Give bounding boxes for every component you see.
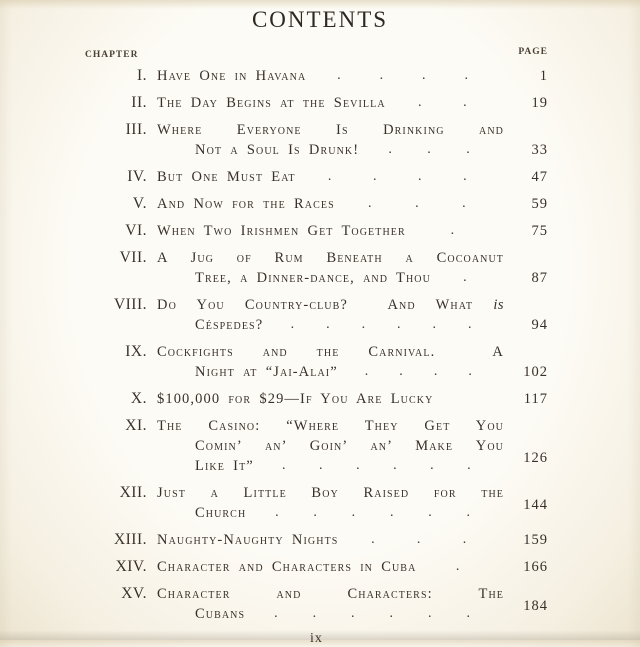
entry-title-text: Naughty-Naughty Nights — [157, 532, 339, 548]
entry-lines — [157, 248, 504, 288]
entry-title-text: But One Must Eat — [157, 169, 296, 185]
leader-dot: . — [463, 95, 468, 110]
entry-line — [157, 416, 504, 436]
entry-title-text: A Jug of Rum Beneath a Cocoanut — [157, 250, 504, 266]
entry-title-text: Cubans — [195, 606, 246, 622]
entry-line — [157, 93, 504, 113]
entry-line — [157, 530, 504, 550]
dot-leader — [335, 194, 504, 214]
entry-title-text: Where Everyone Is Drinking and — [157, 122, 504, 138]
toc-entry — [85, 295, 548, 335]
leader-dot: . — [468, 364, 473, 379]
dot-leader — [338, 530, 504, 550]
leader-dot: . — [427, 606, 433, 621]
dot-leader — [306, 66, 504, 86]
page-number: 1 — [539, 68, 548, 84]
page-number: 159 — [523, 532, 548, 548]
entry-line — [157, 167, 504, 187]
leader-dot: . — [326, 317, 331, 332]
entry-line — [157, 342, 504, 362]
toc-entry — [85, 483, 548, 523]
leader-dot: . — [379, 68, 385, 83]
entry-lines — [157, 389, 504, 409]
page-number: 47 — [531, 169, 548, 185]
leader-dot: . — [397, 317, 402, 332]
entry-lines — [157, 120, 504, 160]
leader-dot: . — [393, 458, 398, 473]
entry-title-text: Night at “Jai-Alai” — [195, 364, 338, 380]
entry-line — [195, 315, 504, 335]
leader-dot: . — [467, 317, 473, 332]
page-number: 126 — [523, 450, 548, 466]
toc-entry — [85, 66, 548, 86]
entry-title-text: Character and Characters in Cuba — [157, 559, 417, 575]
leader-dot: . — [399, 364, 404, 379]
leader-dot: . — [418, 169, 423, 184]
italic-word: is — [493, 297, 504, 313]
leader-dot: . — [466, 142, 471, 157]
entry-line — [195, 140, 504, 160]
leader-dot: . — [319, 458, 324, 473]
entry-line — [195, 362, 504, 382]
leader-dot: . — [368, 196, 373, 211]
dot-leader — [338, 362, 504, 382]
toc-entry — [85, 342, 548, 382]
leader-dot: . — [337, 68, 342, 83]
entry-line — [157, 557, 504, 577]
entry-line — [157, 483, 504, 503]
toc-entry — [85, 167, 548, 187]
entry-line — [157, 66, 504, 86]
entry-line — [157, 248, 504, 268]
leader-dot: . — [433, 364, 439, 379]
leader-dot: . — [372, 169, 378, 184]
dot-leader — [359, 140, 504, 160]
leader-dot: . — [364, 364, 370, 379]
chapter-numeral: XV. — [121, 585, 147, 602]
entry-title-text: Like It” — [195, 458, 254, 474]
page-number: 102 — [523, 364, 548, 380]
page-column-header: PAGE — [518, 47, 548, 57]
entry-title-text: The Day Begins at the Sevilla — [157, 95, 386, 111]
entry-lines — [157, 295, 504, 335]
entry-line — [157, 295, 504, 315]
leader-dot: . — [432, 317, 438, 332]
page-number: 117 — [523, 391, 548, 407]
leader-dot: . — [389, 606, 395, 621]
leader-dot: . — [455, 559, 461, 574]
entry-line — [157, 584, 504, 604]
entry-line — [157, 194, 504, 214]
entry-line — [157, 120, 504, 140]
entry-lines — [157, 584, 504, 624]
toc-entry — [85, 120, 548, 160]
leader-dot: . — [430, 458, 435, 473]
chapter-numeral: VII. — [119, 249, 147, 266]
leader-dot: . — [327, 169, 333, 184]
entry-lines — [157, 416, 504, 476]
leader-dot: . — [467, 458, 472, 473]
toc-entry — [85, 530, 548, 550]
entry-lines — [157, 93, 504, 113]
leader-dot: . — [417, 95, 423, 110]
entry-title-text: Have One in Havana — [157, 68, 307, 84]
page-title: CONTENTS — [251, 7, 389, 32]
leader-dot: . — [351, 606, 356, 621]
entry-line — [195, 456, 504, 476]
chapter-numeral: XI. — [125, 417, 147, 434]
entry-line — [195, 604, 504, 624]
dot-leader — [406, 221, 504, 241]
chapter-numeral: V. — [132, 195, 147, 212]
entry-lines — [157, 167, 504, 187]
entry-line — [195, 436, 504, 456]
entry-lines — [157, 221, 504, 241]
leader-dot: . — [466, 505, 472, 520]
entry-line — [195, 503, 504, 523]
chapter-numeral: IX. — [125, 343, 147, 360]
leader-dot: . — [466, 606, 472, 621]
leader-dot: . — [282, 458, 287, 473]
entry-lines — [157, 557, 504, 577]
toc-entries — [85, 66, 548, 624]
leader-dot: . — [274, 606, 279, 621]
chapter-numeral: XII. — [119, 484, 147, 501]
dot-leader — [431, 268, 504, 288]
entry-lines — [157, 66, 504, 86]
table-of-contents — [85, 47, 548, 647]
entry-title-text: Just a Little Boy Raised for the — [157, 485, 504, 501]
entry-lines — [157, 194, 504, 214]
leader-dot: . — [275, 505, 280, 520]
chapter-numeral: III. — [125, 121, 147, 138]
dot-leader — [254, 456, 504, 476]
dot-leader — [246, 503, 504, 523]
entry-title-text: And Now for the Races — [157, 196, 335, 212]
chapter-numeral: II. — [131, 94, 147, 111]
leader-dot: . — [416, 532, 422, 547]
entry-title-text: The Casino: “Where They Get You — [157, 418, 504, 434]
chapter-numeral: VIII. — [113, 296, 147, 313]
chapter-numeral: X. — [130, 390, 147, 407]
leader-dot: . — [371, 532, 376, 547]
page-number: 75 — [531, 223, 548, 239]
page-number: 184 — [523, 598, 548, 614]
page-number: 166 — [523, 559, 548, 575]
leader-dot: . — [351, 505, 357, 520]
entry-title-text: When Two Irishmen Get Together — [157, 223, 406, 239]
leader-dot: . — [290, 317, 296, 332]
page-number: 33 — [531, 142, 548, 158]
leader-dot: . — [462, 532, 468, 547]
leader-dot: . — [356, 458, 361, 473]
leader-dot: . — [415, 196, 420, 211]
leader-dot: . — [464, 68, 470, 83]
column-headers — [85, 47, 548, 60]
leader-dot: . — [312, 606, 318, 621]
dot-leader — [296, 167, 504, 187]
leader-dot: . — [313, 505, 318, 520]
entry-line — [157, 389, 504, 409]
chapter-numeral: XIII. — [113, 531, 147, 548]
toc-entry — [85, 221, 548, 241]
entry-title-text: Cockfights and the Carnival. A — [157, 344, 504, 360]
entry-title-text: Céspedes? — [195, 317, 264, 333]
leader-dot: . — [422, 68, 427, 83]
entry-line — [157, 221, 504, 241]
toc-entry — [85, 416, 548, 476]
entry-title-text: Church — [195, 505, 247, 521]
leader-dot: . — [463, 270, 468, 285]
toc-entry — [85, 248, 548, 288]
page-number: 87 — [531, 270, 548, 286]
toc-entry — [85, 584, 548, 624]
page-number: 144 — [523, 497, 548, 513]
chapter-numeral: XIV. — [115, 558, 147, 575]
chapter-numeral: VI. — [125, 222, 147, 239]
leader-dot: . — [389, 505, 395, 520]
leader-dot: . — [361, 317, 367, 332]
leader-dot: . — [463, 169, 468, 184]
folio-page-number: ix — [310, 631, 323, 646]
chapter-numeral: I. — [136, 67, 147, 84]
entry-line — [195, 268, 504, 288]
entry-title-text: Do You Country-club? And What is — [157, 297, 504, 313]
page-number: 94 — [531, 317, 548, 333]
toc-entry — [85, 389, 548, 409]
entry-title-text: Character and Characters: The — [157, 586, 504, 602]
dot-leader — [386, 93, 504, 113]
dot-leader — [263, 315, 504, 335]
chapter-numeral: IV. — [127, 168, 147, 185]
dot-leader — [416, 557, 504, 577]
leader-dot: . — [428, 505, 433, 520]
entry-lines — [157, 342, 504, 382]
toc-entry — [85, 557, 548, 577]
entry-title-text: Tree, a Dinner-dance, and Thou — [195, 270, 431, 286]
page-number: 59 — [531, 196, 548, 212]
leader-dot: . — [450, 223, 456, 238]
page-number: 19 — [531, 95, 548, 111]
entry-lines — [157, 483, 504, 523]
toc-entry — [85, 93, 548, 113]
chapter-column-header: CHAPTER — [85, 50, 139, 60]
entry-title-text: $100,000 for $29—If You Are Lucky — [157, 391, 434, 407]
entry-lines — [157, 530, 504, 550]
entry-title-text: Comin’ an’ Goin’ an’ Make You — [195, 438, 504, 454]
toc-entry — [85, 194, 548, 214]
leader-dot: . — [427, 142, 432, 157]
leader-dot: . — [462, 196, 467, 211]
leader-dot: . — [388, 142, 393, 157]
dot-leader — [245, 604, 504, 624]
entry-title-text: Not a Soul Is Drunk! — [195, 142, 360, 158]
